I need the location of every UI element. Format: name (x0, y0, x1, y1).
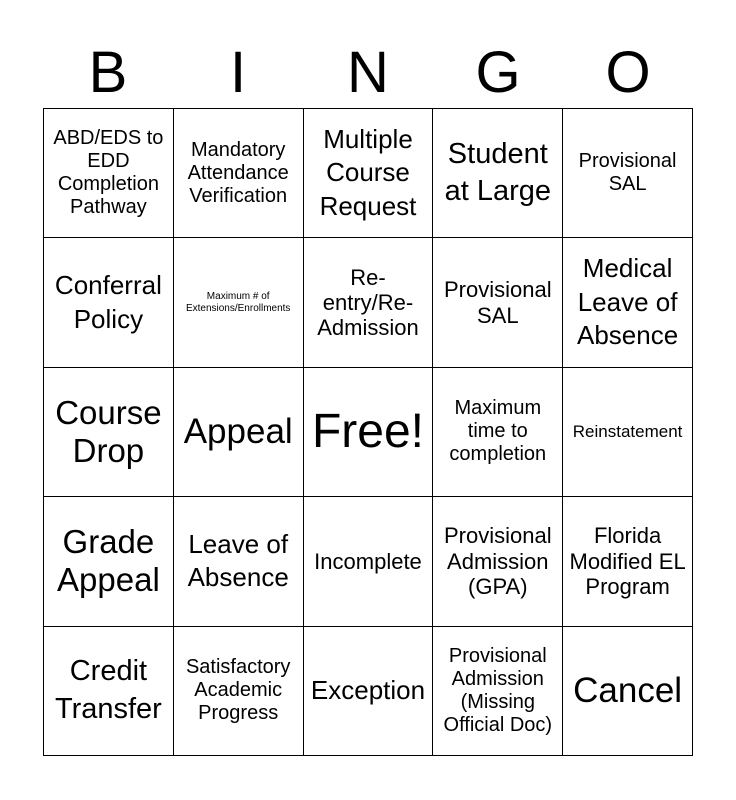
header-letter-o: O (605, 40, 651, 105)
cell-label: Student at Large (444, 137, 551, 208)
header-letter-g: G (475, 40, 521, 105)
cell-label: Provisional SAL (443, 277, 552, 328)
bingo-board (43, 108, 693, 756)
cell-label: Medical Leave of Absence (577, 252, 679, 351)
bingo-cell-r3-c4[interactable] (433, 368, 563, 497)
bingo-cell-r4-c5[interactable] (563, 497, 693, 626)
bingo-cell-r5-c1[interactable] (44, 627, 174, 756)
bingo-cell-r1-c1[interactable] (44, 109, 174, 238)
bingo-cell-r5-c2[interactable] (174, 627, 304, 756)
cell-label: Re-entry/Re-Admission (317, 264, 419, 341)
header-letter-i: I (229, 40, 247, 105)
cell-label: Credit Transfer (54, 655, 162, 725)
header-letter-b: B (88, 40, 128, 105)
header-letter-n: N (347, 40, 389, 105)
bingo-cell-r4-c1[interactable] (44, 497, 174, 626)
bingo-cell-r2-c1[interactable] (44, 238, 174, 367)
bingo-cell-r5-c5[interactable] (563, 627, 693, 756)
bingo-cell-r3-c2[interactable] (174, 368, 304, 497)
cell-label: Maximum time to completion (449, 397, 547, 466)
cell-label: Leave of Absence (187, 528, 289, 593)
bingo-header (43, 38, 693, 108)
cell-label: Provisional SAL (578, 150, 677, 196)
bingo-cell-r2-c2[interactable] (174, 238, 304, 367)
bingo-cell-r3-c5[interactable] (563, 368, 693, 497)
cell-label: Cancel (573, 670, 683, 710)
cell-label: Course Drop (55, 394, 162, 469)
bingo-cell-r4-c3[interactable] (304, 497, 434, 626)
cell-label: Satisfactory Academic Progress (185, 656, 291, 725)
cell-label: Maximum # of Extensions/Enrollments (185, 291, 291, 314)
bingo-cell-r4-c4[interactable] (433, 497, 563, 626)
bingo-cell-r3-c1[interactable] (44, 368, 174, 497)
cell-label: Exception (310, 674, 426, 705)
bingo-cell-r1-c5[interactable] (563, 109, 693, 238)
cell-label: Conferral Policy (54, 269, 162, 334)
cell-label: Provisional Admission (GPA) (443, 523, 552, 600)
bingo-cell-r2-c3[interactable] (304, 238, 434, 367)
bingo-cell-r2-c4[interactable] (433, 238, 563, 367)
bingo-cell-r2-c5[interactable] (563, 238, 693, 367)
cell-label: Appeal (183, 411, 293, 451)
cell-label: Reinstatement (572, 422, 683, 442)
cell-label: Mandatory Attendance Verification (187, 138, 289, 207)
cell-label: Grade Appeal (57, 523, 160, 599)
bingo-cell-r1-c2[interactable] (174, 109, 304, 238)
cell-label: Multiple Course Request (319, 123, 417, 222)
bingo-cell-r1-c3[interactable] (304, 109, 434, 238)
cell-label: Florida Modified EL Program (569, 523, 686, 600)
bingo-cell-r4-c2[interactable] (174, 497, 304, 626)
cell-label: Free! (311, 405, 424, 459)
cell-label: Incomplete (314, 548, 422, 574)
bingo-cell-free[interactable] (304, 368, 434, 497)
bingo-cell-r1-c4[interactable] (433, 109, 563, 238)
cell-label: Provisional Admission (Missing Official Doc) (443, 644, 553, 736)
cell-label: ABD/EDS to EDD Completion Pathway (53, 127, 164, 219)
bingo-cell-r5-c3[interactable] (304, 627, 434, 756)
bingo-cell-r5-c4[interactable] (433, 627, 563, 756)
